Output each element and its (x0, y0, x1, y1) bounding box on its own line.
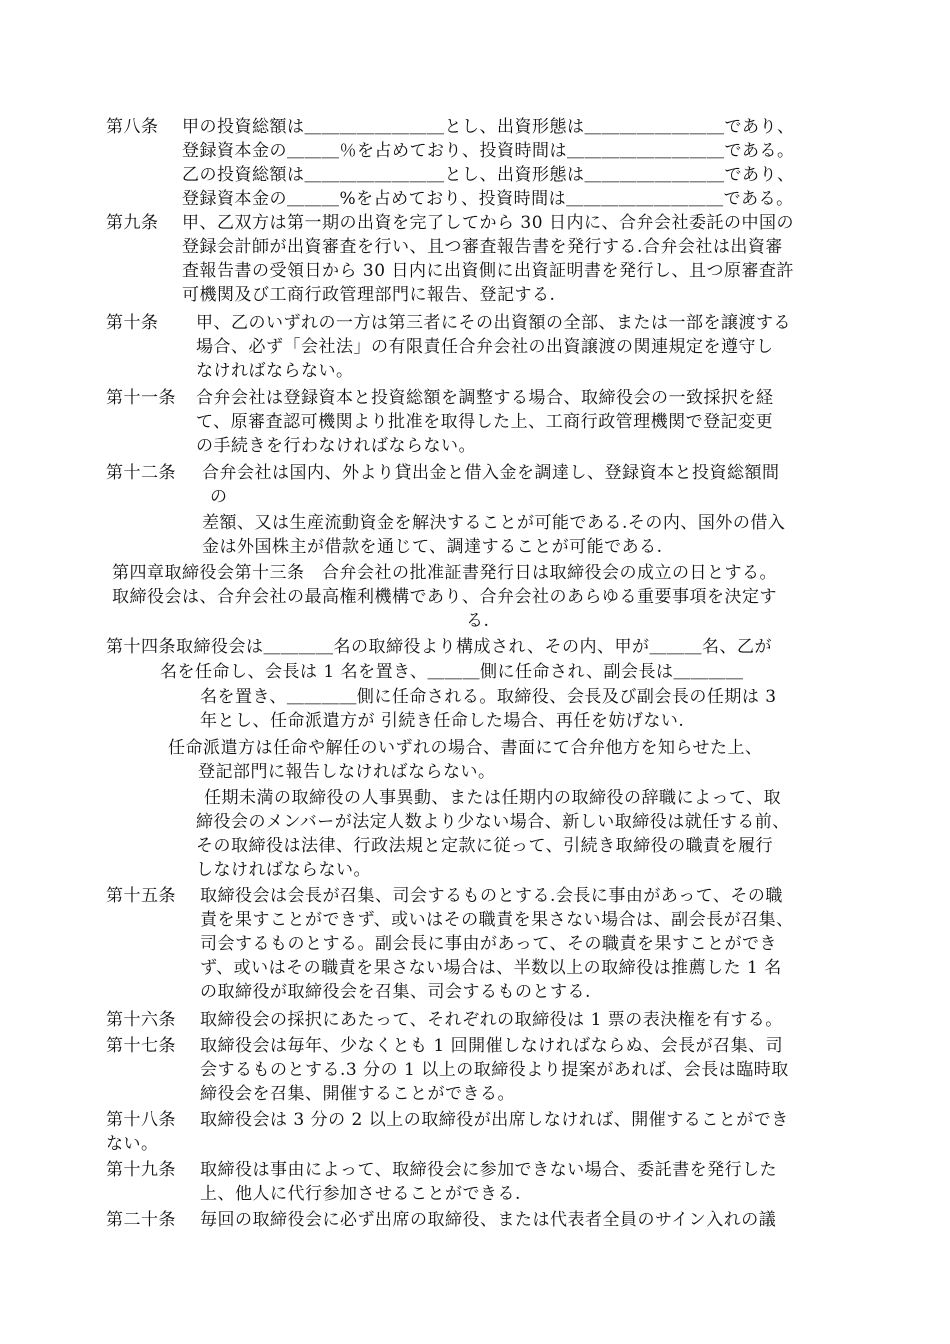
text-line: ず、或いはその職責を果さない場合は、半数以上の取締役は推薦した 1 名 (200, 958, 782, 978)
text-line: 甲、乙のいずれの一方は第三者にその出資額の全部、または一部を譲渡する (196, 313, 791, 333)
article-label: 第十七条 (106, 1036, 176, 1056)
text-line: 会するものとする.3 分の 1 以上の取締役より提案があれば、会長は臨時取 (200, 1060, 789, 1080)
text-line: の手続きを行わなければならない。 (196, 436, 476, 456)
text-line: 差額、又は生産流動資金を解決することが可能である.その内、国外の借入 (202, 513, 786, 533)
text-line: の (210, 487, 228, 507)
article-label: 第十八条 (106, 1110, 176, 1130)
text-line: 年とし、任命派遣方が 引続き任命した場合、再任を妨げない. (200, 711, 685, 731)
article-label: 第九条 (106, 213, 159, 233)
text-line: 可機関及び工商行政管理部門に報告、登記する. (182, 285, 556, 305)
text-line: 金は外国株主が借款を通じて、調達することが可能である. (202, 537, 663, 557)
text-line: 登録資本金の＿＿＿%を占めており、投資時間は＿＿＿＿＿＿＿＿＿である。 (182, 189, 794, 209)
text-line: て、原審査認可機関より批准を取得した上、工商行政管理機関で登記変更 (196, 412, 774, 432)
article-label: 第十九条 (106, 1160, 176, 1180)
text-line: 登録資本金の＿＿＿％を占めており、投資時間は＿＿＿＿＿＿＿＿＿である。 (182, 141, 795, 161)
text-line: 締役会を召集、開催することができる。 (200, 1084, 515, 1104)
text-line: 取締役会は、合弁会社の最高権利機構であり、合弁会社のあらゆる重要事項を決定す (112, 587, 777, 607)
text-line: 取締役会は毎年、少なくとも 1 回開催しなければならぬ、会長が召集、司 (200, 1036, 784, 1056)
article-label: 第十一条 (106, 388, 176, 408)
text-line: 任期未満の取締役の人事異動、または任期内の取締役の辞職によって、取 (204, 788, 782, 808)
text-line: 取締役会は会長が召集、司会するものとする.会長に事由があって、その職 (200, 886, 783, 906)
text-line: 合弁会社は登録資本と投資総額を調整する場合、取締役会の一致採択を経 (196, 388, 774, 408)
text-line: 取締役会の採択にあたって、それぞれの取締役は 1 票の表決権を有する。 (200, 1010, 783, 1030)
text-line: 登記部門に報告しなければならない。 (198, 762, 496, 782)
text-line: 登録会計師が出資審査を行い、且つ審査報告書を発行する.合弁会社は出資審 (182, 237, 783, 257)
text-line: その取締役は法律、行政法規と定款に従って、引続き取締役の職責を履行 (196, 836, 774, 856)
chapter-heading-line: 第四章取締役会第十三条 合弁会社の批准証書発行日は取締役会の成立の日とする。 (112, 563, 777, 583)
text-line: 取締役会は 3 分の 2 以上の取締役が出席しなければ、開催することができ (200, 1110, 789, 1130)
text-line: 第十四条取締役会は＿＿＿＿名の取締役より構成され、その内、甲が＿＿＿名、乙が (106, 637, 773, 657)
text-line: 甲の投資総額は＿＿＿＿＿＿＿＿とし、出資形態は＿＿＿＿＿＿＿＿であり、 (182, 117, 795, 137)
article-label: 第十五条 (106, 886, 176, 906)
text-line: 甲、乙双方は第一期の出資を完了してから 30 日内に、合弁会社委託の中国の (182, 213, 794, 233)
text-line: 任命派遣方は任命や解任のいずれの場合、書面にて合弁他方を知らせた上、 (168, 738, 763, 758)
text-line: ない。 (106, 1134, 159, 1154)
text-line: 責を果すことができず、或いはその職責を果さない場合は、副会長が召集、 (200, 910, 794, 930)
text-line: 毎回の取締役会に必ず出席の取締役、または代表者全員のサイン入れの議 (200, 1210, 777, 1230)
text-line: の取締役が取締役会を召集、司会するものとする. (200, 982, 591, 1002)
text-line: 司会するものとする。副会長に事由があって、その職責を果すことができ (200, 934, 777, 954)
text-line: 名を任命し、会長は 1 名を置き、＿＿＿側に任命され、副会長は＿＿＿＿ (160, 662, 744, 682)
text-line: 締役会のメンバーが法定人数より少ない場合、新しい取締役は就任する前、 (196, 812, 790, 832)
article-label: 第十六条 (106, 1010, 176, 1030)
text-line: 場合、必ず「会社法」の有限責任合弁会社の出資譲渡の関連規定を遵守し (196, 337, 774, 357)
text-line: 乙の投資総額は＿＿＿＿＿＿＿＿とし、出資形態は＿＿＿＿＿＿＿＿であり、 (182, 165, 795, 185)
text-line: 名を置き、＿＿＿＿側に任命される。取締役、会長及び副会長の任期は 3 (200, 687, 777, 707)
text-line: る. (466, 611, 490, 631)
article-label: 第八条 (106, 117, 159, 137)
text-line: なければならない。 (196, 361, 354, 381)
text-line: 合弁会社は国内、外より貸出金と借入金を調達し、登録資本と投資総額間 (202, 463, 780, 483)
text-line: 取締役は事由によって、取締役会に参加できない場合、委託書を発行した (200, 1160, 778, 1180)
article-label: 第二十条 (106, 1210, 176, 1230)
text-line: 上、他人に代行参加させることができる. (200, 1184, 521, 1204)
text-line: 査報告書の受領日から 30 日内に出資側に出資証明書を発行し、且つ原審査許 (182, 261, 794, 281)
article-label: 第十二条 (106, 463, 176, 483)
text-line: しなければならない。 (196, 860, 371, 880)
article-label: 第十条 (106, 313, 159, 333)
